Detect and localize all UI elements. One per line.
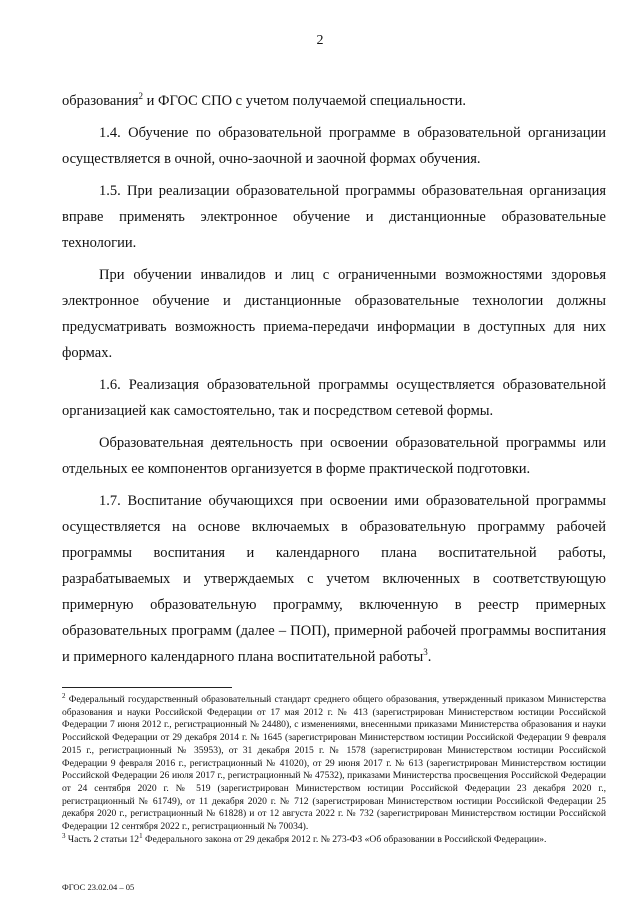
paragraph-continuation <box>62 88 606 114</box>
paragraph-text: 1.7. Воспитание обучающихся при освоении ими образовательной программы осуществляется на основе включаемых в образовательную программу рабочей программы воспитания и календарного плана воспитательной работы, разрабатываемых и утверждаемых с учетом включенных в соответствующую примерную образовательную программу, включенную в реестр примерных образовательных программ (далее – ПОП), примерной рабочей программы воспитания и примерного календарного плана воспитательной работы <box>62 493 606 665</box>
page-number: 2 <box>316 33 324 48</box>
paragraph-practical-training: Образовательная деятельность при освоении образовательной программы или отдельных ее компонентов организуется в форме практической подготовки. <box>62 435 606 477</box>
document-code: ФГОС 23.02.04 – 05 <box>62 882 135 892</box>
paragraph-disabled-learners: При обучении инвалидов и лиц с ограниченными возможностями здоровья электронное обучение и дистанционные образовательные технологии должны предусматривать возможность приема-передачи информации в доступных для них формах. <box>62 267 606 361</box>
paragraph-1-5: 1.5. При реализации образовательной программы образовательная организация вправе применять электронное обучение и дистанционные образовательные технологии. <box>62 183 606 251</box>
paragraph-1-7 <box>62 488 606 670</box>
footnote-ref-2[interactable]: 2 <box>138 91 143 102</box>
footnote-2 <box>62 691 606 834</box>
footnote-ref-3[interactable]: 3 <box>423 647 428 658</box>
footnote-sup: 1 <box>139 831 143 840</box>
paragraph-text-end: . <box>427 649 432 665</box>
footnote-text: Федеральный государственный образовательный стандарт среднего общего образования, утвержденный приказом Министерства образования и науки Российской Федерации от 17 мая 2012 г. № 413 (зарегистрирован Министерством юстиции Российской Федерации 7 июня 2012 г., регистрационный № 24480), с изменениями, внесенными приказами Министерства образования и науки Российской Федерации от 29 декабря 2014 г. № 1645 (зарегистрирован Министерством юстиции Российской Федерации 9 февраля 2015 г., регистрационный № 35953), от 31 декабря 2015 г. № 1578 (зарегистрирован Министерством юстиции Российской Федерации 9 февраля 2016 г., регистрационный № 41020), от 29 июня 2017 г. № 613 (зарегистрирован Министерством юстиции Российской Федерации 26 июля 2017 г., регистрационный № 47532), приказами Министерства просвещения Российской Федерации от 24 сентября 2020 г. № 519 (зарегистрирован Министерством юстиции Российской Федерации 23 декабря 2020 г., регистрационный № 61749), от 11 декабря 2020 г. № 712 (зарегистрирован Министерством юстиции Российской Федерации 25 декабря 2020 г., регистрационный № 61828) и от 12 августа 2022 г. № 732 (зарегистрирован Министерством юстиции Российской Федерации 12 сентября 2022 г., регистрационный № 70034). <box>62 694 606 833</box>
footnote-mark: 2 <box>62 691 66 700</box>
paragraph-text: и ФГОС СПО с учетом получаемой специальности. <box>143 93 467 109</box>
footnote-3 <box>62 831 606 847</box>
footnote-mark: 3 <box>62 831 66 840</box>
footnote-separator <box>62 687 232 688</box>
footnotes <box>62 691 606 846</box>
paragraph-1-6: 1.6. Реализация образовательной программы осуществляется образовательной организацией как самостоятельно, так и посредством сетевой формы. <box>62 377 606 419</box>
document-body <box>62 88 606 676</box>
footnote-text: Федерального закона от 29 декабря 2012 г. № 273-ФЗ «Об образовании в Российской Федерации». <box>142 833 547 845</box>
paragraph-text: образования <box>62 93 139 109</box>
paragraph-1-4: 1.4. Обучение по образовательной программе в образовательной организации осуществляется в очной, очно-заочной и заочной формах обучения. <box>62 125 606 167</box>
footnote-text: Часть 2 статьи 12 <box>65 833 140 845</box>
